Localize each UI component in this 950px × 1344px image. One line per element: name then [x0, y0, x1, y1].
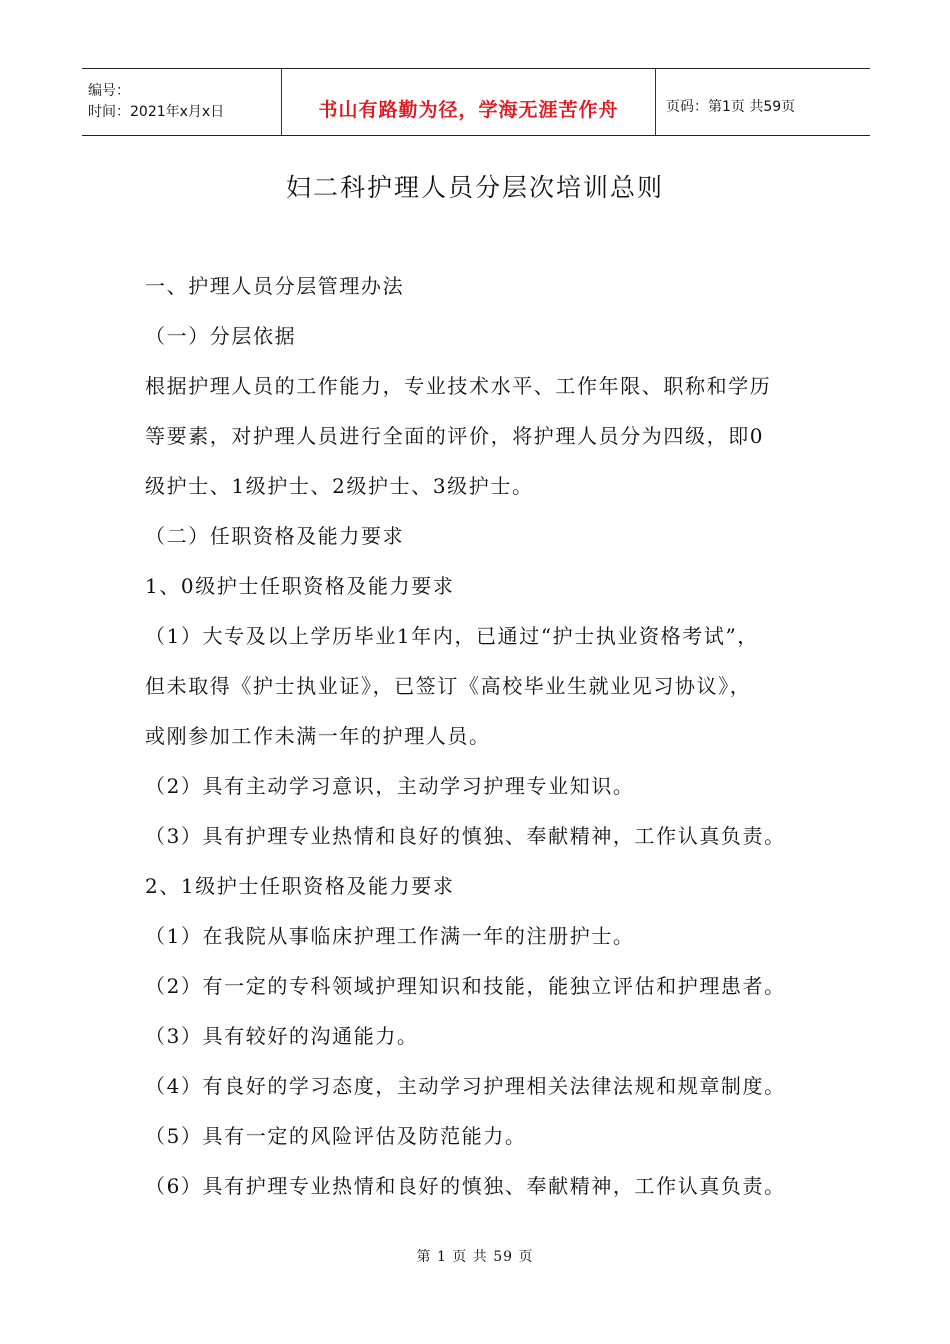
paragraph-line: 级护士、1级护士、2级护士、3级护士。 [145, 474, 534, 498]
list-item: （3）具有护理专业热情和良好的慎独、奉献精神，工作认真负责。 [145, 824, 786, 848]
item-heading: 2、1级护士任职资格及能力要求 [145, 874, 455, 898]
document-number: 编号： [88, 83, 130, 99]
document-time: 时间：2021年x月x日 [88, 104, 225, 120]
list-item: （2）有一定的专科领域护理知识和技能，能独立评估和护理患者。 [145, 974, 786, 998]
header-motto: 书山有路勤为径，学海无涯苦作舟 [318, 98, 619, 121]
list-item: 或刚参加工作未满一年的护理人员。 [145, 724, 491, 748]
header-page-cell [656, 69, 870, 135]
header-motto-cell [282, 69, 656, 135]
item-heading: 1、0级护士任职资格及能力要求 [145, 574, 455, 598]
list-item: （2）具有主动学习意识，主动学习护理专业知识。 [145, 774, 635, 798]
header-meta [82, 69, 282, 135]
paragraph-line: 根据护理人员的工作能力，专业技术水平、工作年限、职称和学历 [145, 374, 772, 398]
list-item: （1）在我院从事临床护理工作满一年的注册护士。 [145, 924, 635, 948]
section-heading: 一、护理人员分层管理办法 [145, 274, 405, 298]
list-item: （3）具有较好的沟通能力。 [145, 1024, 419, 1048]
subsection-heading: （一）分层依据 [145, 324, 297, 348]
page-header [82, 68, 870, 136]
list-item: （5）具有一定的风险评估及防范能力。 [145, 1124, 527, 1148]
header-page-info: 页码：第1页 共59页 [666, 99, 796, 115]
list-item: （6）具有护理专业热情和良好的慎独、奉献精神，工作认真负责。 [145, 1174, 786, 1198]
document-title: 妇二科护理人员分层次培训总则 [285, 173, 664, 202]
list-item: 但未取得《护士执业证》，已签订《高校毕业生就业见习协议》， [145, 674, 752, 698]
list-item: （1）大专及以上学历毕业1年内，已通过“护士执业资格考试”， [145, 624, 759, 648]
page-footer: 第 1 页 共 59 页 [416, 1249, 534, 1265]
paragraph-line: 等要素，对护理人员进行全面的评价，将护理人员分为四级，即0 [145, 424, 765, 448]
subsection-heading: （二）任职资格及能力要求 [145, 524, 405, 548]
list-item: （4）有良好的学习态度，主动学习护理相关法律法规和规章制度。 [145, 1074, 786, 1098]
